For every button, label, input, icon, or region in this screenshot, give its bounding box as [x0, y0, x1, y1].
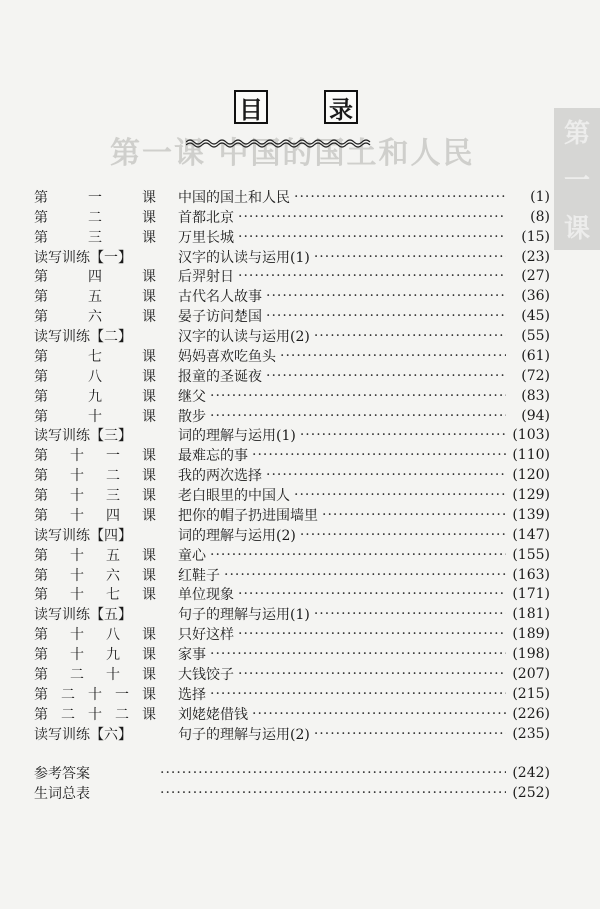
entry-page-number: (61)	[521, 347, 550, 364]
entry-lesson: 第 十 六 课	[34, 567, 156, 584]
toc-entry	[34, 664, 550, 684]
side-tab-char: 课	[563, 213, 590, 244]
toc-entry	[34, 426, 550, 446]
dot-leader	[238, 626, 506, 642]
entry-page-number: (189)	[512, 626, 550, 643]
toc-entry	[34, 445, 550, 465]
entry-page-number: (207)	[512, 665, 550, 682]
entry-page-number: (23)	[521, 248, 550, 265]
entry-topic: 首都北京	[178, 209, 234, 226]
toc-entry	[34, 684, 550, 704]
entry-topic: 汉字的认读与运用(2)	[178, 329, 310, 346]
entry-page-number: (83)	[521, 387, 550, 404]
toc-entry	[34, 505, 550, 525]
appendix-entry	[34, 783, 550, 803]
entry-topic: 句子的理解与运用(1)	[178, 607, 310, 624]
dot-leader	[294, 189, 506, 205]
toc-entry	[34, 485, 550, 505]
dot-leader	[210, 547, 506, 563]
dot-leader	[210, 388, 506, 404]
toc-entry	[34, 545, 550, 565]
toc-entry	[34, 465, 550, 485]
dot-leader	[314, 726, 506, 742]
dot-leader	[266, 308, 506, 324]
title-char-left: 目	[234, 90, 268, 124]
entry-page-number: (55)	[521, 328, 550, 345]
entry-topic: 家事	[178, 647, 206, 664]
entry-lesson: 第 八 课	[34, 368, 156, 385]
entry-topic: 报童的圣诞夜	[178, 368, 262, 385]
entry-page-number: (1)	[530, 188, 550, 205]
entry-page-number: (110)	[512, 447, 550, 464]
bleed-through-title: 第一课 中国的国土和人民	[110, 136, 475, 171]
entry-page-number: (181)	[512, 606, 550, 623]
dot-leader	[210, 408, 506, 424]
toc-entry	[34, 326, 550, 346]
toc-entry	[34, 704, 550, 724]
toc-entry	[34, 386, 550, 406]
entry-topic: 继父	[178, 388, 206, 405]
entry-topic: 红鞋子	[178, 567, 220, 584]
dot-leader	[210, 686, 506, 702]
entry-topic: 最难忘的事	[178, 448, 248, 465]
dot-leader	[266, 467, 506, 483]
dot-leader	[300, 527, 506, 543]
entry-lesson: 第 二 课	[34, 209, 156, 226]
entry-topic: 散步	[178, 408, 206, 425]
entry-page-number: (163)	[512, 566, 550, 583]
toc-entry	[34, 624, 550, 644]
entry-topic: 刘姥姥借钱	[178, 706, 248, 723]
toc-entry	[34, 525, 550, 545]
entry-lesson: 第 十 五 课	[34, 547, 156, 564]
entry-page-number: (226)	[512, 705, 550, 722]
toc-entry	[34, 406, 550, 426]
entry-lesson: 第 十 八 课	[34, 627, 156, 644]
entry-page-number: (235)	[512, 725, 550, 742]
toc-entry	[34, 346, 550, 366]
entry-topic: 单位现象	[178, 587, 234, 604]
entry-topic: 万里长城	[178, 229, 234, 246]
entry-page-number: (171)	[512, 586, 550, 603]
entry-lesson: 第 三 课	[34, 229, 156, 246]
entry-lesson: 第 十 九 课	[34, 647, 156, 664]
entry-topic: 词的理解与运用(1)	[178, 428, 296, 445]
dot-leader	[238, 268, 506, 284]
title-char-right: 录	[324, 90, 358, 124]
dot-leader	[160, 785, 506, 801]
toc-entry	[34, 286, 550, 306]
dot-leader	[210, 646, 506, 662]
dot-leader	[266, 368, 506, 384]
entry-lesson: 第 二 十 课	[34, 666, 156, 683]
entry-lesson: 第 十 一 课	[34, 448, 156, 465]
dot-leader	[160, 765, 506, 781]
entry-topic: 词的理解与运用(2)	[178, 527, 296, 544]
entry-lesson: 第 十 二 课	[34, 468, 156, 485]
entry-topic: 选择	[178, 686, 206, 703]
side-tab-char: 一	[563, 166, 590, 197]
entry-topic: 妈妈喜欢吃鱼头	[178, 348, 276, 365]
entry-topic: 句子的理解与运用(2)	[178, 726, 310, 743]
table-of-contents	[34, 187, 550, 803]
toc-entry	[34, 644, 550, 664]
entry-page-number: (72)	[521, 367, 550, 384]
entry-topic: 后羿射日	[178, 269, 234, 286]
entry-lesson: 第 九 课	[34, 388, 156, 405]
entry-topic: 把你的帽子扔进围墙里	[178, 507, 318, 524]
entry-lesson: 生词总表	[34, 786, 90, 803]
entry-topic: 只好这样	[178, 627, 234, 644]
dot-leader	[300, 427, 506, 443]
toc-entry	[34, 724, 550, 744]
toc-entry	[34, 247, 550, 267]
dot-leader	[280, 348, 506, 364]
entry-lesson: 第 十 课	[34, 408, 156, 425]
entry-page-number: (147)	[512, 526, 550, 543]
entry-page-number: (252)	[512, 785, 550, 802]
entry-lesson: 读写训练【三】	[34, 428, 132, 445]
page-header	[0, 90, 600, 130]
dot-leader	[224, 567, 506, 583]
dot-leader	[238, 586, 506, 602]
toc-entry	[34, 267, 550, 287]
entry-lesson: 第 四 课	[34, 269, 156, 286]
dot-leader	[314, 249, 506, 265]
title-wave-underline	[186, 138, 372, 148]
toc-entry	[34, 306, 550, 326]
entry-lesson: 第 七 课	[34, 348, 156, 365]
entry-page-number: (129)	[512, 487, 550, 504]
entry-lesson: 第 十 七 课	[34, 587, 156, 604]
entry-page-number: (198)	[512, 646, 550, 663]
dot-leader	[238, 666, 506, 682]
entry-lesson: 读写训练【一】	[34, 249, 132, 266]
toc-entry	[34, 207, 550, 227]
entry-page-number: (94)	[521, 407, 550, 424]
entry-page-number: (103)	[512, 427, 550, 444]
dot-leader	[266, 288, 506, 304]
entry-lesson: 第 十 四 课	[34, 507, 156, 524]
toc-entry	[34, 366, 550, 386]
dot-leader	[252, 706, 506, 722]
entry-lesson: 第 五 课	[34, 289, 156, 306]
entry-page-number: (8)	[530, 208, 550, 225]
entry-topic: 古代名人故事	[178, 289, 262, 306]
entry-lesson: 第二十二课	[34, 706, 156, 723]
toc-entry	[34, 227, 550, 247]
dot-leader	[238, 209, 506, 225]
entry-page-number: (15)	[521, 228, 550, 245]
appendix-entry	[34, 764, 550, 784]
entry-lesson: 第二十一课	[34, 686, 156, 703]
entry-topic: 中国的国土和人民	[178, 189, 290, 206]
dot-leader	[294, 487, 506, 503]
entry-page-number: (155)	[512, 546, 550, 563]
entry-lesson: 第 一 课	[34, 189, 156, 206]
entry-page-number: (242)	[512, 765, 550, 782]
toc-entry	[34, 565, 550, 585]
entry-page-number: (36)	[521, 288, 550, 305]
dot-leader	[322, 507, 506, 523]
entry-lesson: 参考答案	[34, 766, 90, 783]
entry-page-number: (139)	[512, 506, 550, 523]
entry-lesson: 读写训练【四】	[34, 527, 132, 544]
entry-topic: 老白眼里的中国人	[178, 488, 290, 505]
entry-lesson: 第 十 三 课	[34, 488, 156, 505]
entry-page-number: (120)	[512, 467, 550, 484]
entry-lesson: 读写训练【六】	[34, 726, 132, 743]
dot-leader	[252, 447, 506, 463]
toc-entry	[34, 585, 550, 605]
dot-leader	[314, 328, 506, 344]
dot-leader	[314, 606, 506, 622]
entry-topic: 大钱饺子	[178, 666, 234, 683]
dot-leader	[238, 229, 506, 245]
toc-entry	[34, 187, 550, 207]
entry-topic: 汉字的认读与运用(1)	[178, 249, 310, 266]
entry-topic: 晏子访问楚国	[178, 309, 262, 326]
toc-entry	[34, 604, 550, 624]
entry-page-number: (27)	[521, 268, 550, 285]
entry-lesson: 第 六 课	[34, 309, 156, 326]
entry-page-number: (45)	[521, 308, 550, 325]
entry-lesson: 读写训练【五】	[34, 607, 132, 624]
side-tab-char: 第	[563, 119, 590, 150]
entry-lesson: 读写训练【二】	[34, 329, 132, 346]
entry-page-number: (215)	[512, 685, 550, 702]
entry-topic: 童心	[178, 547, 206, 564]
entry-topic: 我的两次选择	[178, 468, 262, 485]
